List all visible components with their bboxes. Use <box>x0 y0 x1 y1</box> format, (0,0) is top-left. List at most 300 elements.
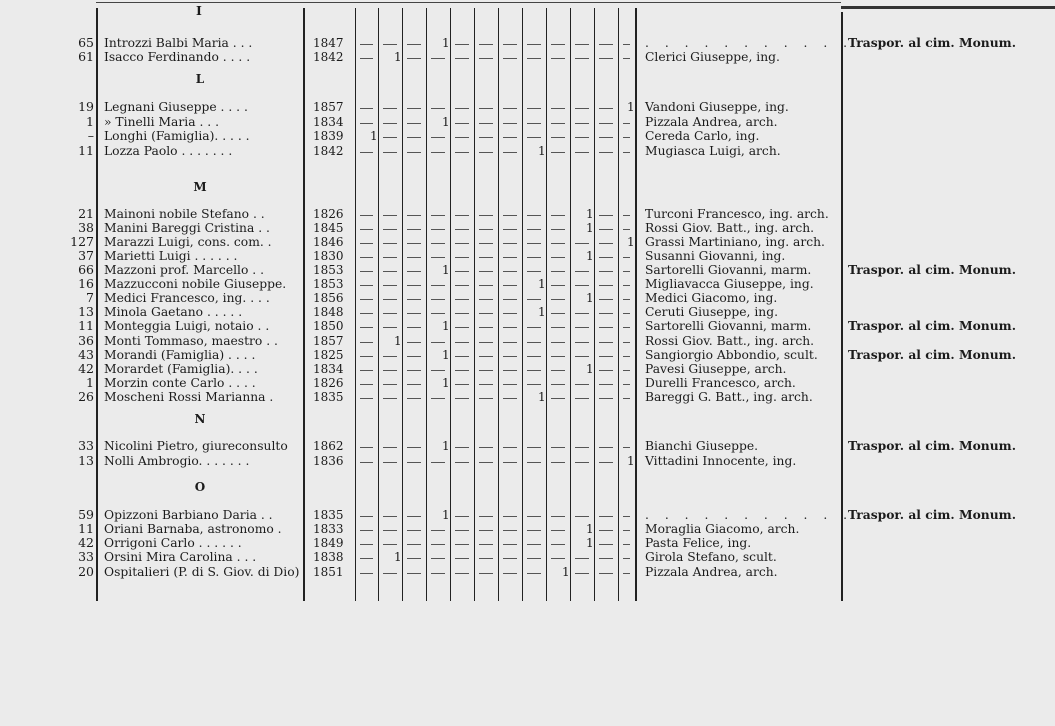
blank-dash <box>623 342 630 343</box>
tally-mark: 1 <box>442 508 450 522</box>
blank-dash <box>360 544 373 545</box>
blank-dash <box>599 573 613 574</box>
burial-year: 1851 <box>313 565 344 579</box>
blank-dash <box>599 462 613 463</box>
blank-dash <box>407 370 421 371</box>
blank-dash <box>503 285 517 286</box>
deceased-name: Morzin conte Carlo . . . . <box>104 376 256 390</box>
deceased-name: Nicolini Pietro, giureconsulto <box>104 439 288 453</box>
blank-dash <box>599 384 613 385</box>
blank-dash <box>599 370 613 371</box>
blank-dash <box>575 342 589 343</box>
blank-dash <box>455 44 469 45</box>
blank-dash <box>407 243 421 244</box>
transfer-note: Traspor. al cim. Monum. <box>848 347 1016 362</box>
deceased-name: Morandi (Famiglia) . . . . <box>104 348 256 362</box>
blank-dash <box>455 108 469 109</box>
blank-dash <box>360 342 373 343</box>
entry-number: 37 <box>78 248 94 263</box>
tally-mark: 1 <box>538 390 546 404</box>
blank-dash <box>431 313 445 314</box>
blank-dash <box>503 313 517 314</box>
burial-year: 1835 <box>313 508 344 522</box>
blank-dash <box>383 299 397 300</box>
blank-dash <box>407 327 421 328</box>
column-rule <box>355 8 356 601</box>
monument-author: Bareggi G. Batt., ing. arch. <box>645 390 813 404</box>
blank-dash <box>623 271 630 272</box>
blank-dash <box>360 327 373 328</box>
blank-dash <box>599 313 613 314</box>
blank-dash <box>383 327 397 328</box>
burial-year: 1848 <box>313 305 344 319</box>
tally-mark: 1 <box>627 100 635 114</box>
monument-author: Ceruti Giuseppe, ing. <box>645 305 779 319</box>
blank-dash <box>479 137 493 138</box>
section-letter: L <box>195 72 205 86</box>
blank-dash <box>360 108 373 109</box>
blank-dash <box>503 58 517 59</box>
blank-dash <box>383 123 397 124</box>
blank-dash <box>431 342 445 343</box>
blank-dash <box>503 123 517 124</box>
blank-dash <box>407 44 421 45</box>
column-rule <box>594 8 595 601</box>
column-rule <box>450 8 451 601</box>
burial-year: 1826 <box>313 207 344 221</box>
blank-dash <box>479 243 493 244</box>
blank-dash <box>360 285 373 286</box>
burial-year: 1850 <box>313 319 344 333</box>
transfer-note: Traspor. al cim. Monum. <box>848 262 1016 277</box>
tally-mark: 1 <box>538 305 546 319</box>
blank-dash <box>575 108 589 109</box>
blank-dash <box>431 299 445 300</box>
blank-dash <box>575 313 589 314</box>
blank-dash <box>599 229 613 230</box>
blank-dash <box>479 313 493 314</box>
blank-dash <box>360 398 373 399</box>
monument-author: Sartorelli Giovanni, marm. <box>645 319 812 333</box>
blank-dash <box>431 152 445 153</box>
deceased-name: Marietti Luigi . . . . . . <box>104 249 238 263</box>
blank-dash <box>455 243 469 244</box>
blank-dash <box>551 530 565 531</box>
blank-dash <box>503 327 517 328</box>
blank-dash <box>575 137 589 138</box>
blank-dash <box>455 573 469 574</box>
blank-dash <box>599 299 613 300</box>
blank-dash <box>575 356 589 357</box>
deceased-name: Orsini Mira Carolina . . . <box>104 550 257 564</box>
tally-mark: 1 <box>586 207 594 221</box>
blank-dash <box>623 257 630 258</box>
top-rule-right <box>841 6 1055 9</box>
blank-dash <box>455 370 469 371</box>
monument-author: Cereda Carlo, ing. <box>645 129 760 143</box>
blank-dash <box>599 544 613 545</box>
blank-dash <box>383 257 397 258</box>
entry-number: 21 <box>78 206 94 221</box>
blank-dash <box>407 384 421 385</box>
blank-dash <box>383 516 397 517</box>
blank-dash <box>383 544 397 545</box>
blank-dash <box>623 516 630 517</box>
blank-dash <box>599 342 613 343</box>
blank-dash <box>551 229 565 230</box>
blank-dash <box>383 447 397 448</box>
blank-dash <box>599 516 613 517</box>
tally-mark: 1 <box>442 376 450 390</box>
blank-dash <box>479 356 493 357</box>
blank-dash <box>527 299 541 300</box>
blank-dash <box>431 257 445 258</box>
tally-mark: 1 <box>394 334 402 348</box>
blank-dash <box>383 530 397 531</box>
blank-dash <box>551 313 565 314</box>
blank-dash <box>503 384 517 385</box>
deceased-name: Opizzoni Barbiano Daria . . <box>104 508 273 522</box>
blank-dash <box>623 137 630 138</box>
burial-year: 1857 <box>313 334 344 348</box>
blank-dash <box>407 544 421 545</box>
blank-dash <box>383 573 397 574</box>
blank-dash <box>431 558 445 559</box>
blank-dash <box>575 152 589 153</box>
blank-dash <box>551 44 565 45</box>
blank-dash <box>407 152 421 153</box>
blank-dash <box>599 152 613 153</box>
tally-mark: 1 <box>394 550 402 564</box>
blank-dash <box>623 313 630 314</box>
burial-year: 1830 <box>313 249 344 263</box>
blank-dash <box>455 285 469 286</box>
burial-year: 1842 <box>313 144 344 158</box>
blank-dash <box>599 356 613 357</box>
entry-number: 13 <box>78 304 94 319</box>
blank-dash <box>599 327 613 328</box>
blank-dash <box>431 398 445 399</box>
blank-dash <box>575 462 589 463</box>
deceased-name: Monti Tommaso, maestro . . <box>104 334 278 348</box>
blank-dash <box>503 558 517 559</box>
blank-dash <box>479 447 493 448</box>
entry-number: 127 <box>70 234 94 249</box>
blank-dash <box>383 229 397 230</box>
blank-dash <box>623 573 630 574</box>
blank-dash <box>503 108 517 109</box>
column-rule <box>96 8 98 601</box>
burial-year: 1835 <box>313 390 344 404</box>
blank-dash <box>455 152 469 153</box>
blank-dash <box>407 356 421 357</box>
tally-mark: 1 <box>586 536 594 550</box>
blank-dash <box>551 152 565 153</box>
monument-author: Sangiorgio Abbondio, scult. <box>645 348 818 362</box>
deceased-name: Longhi (Famiglia). . . . . <box>104 129 250 143</box>
blank-dash <box>360 573 373 574</box>
blank-dash <box>503 229 517 230</box>
blank-dash <box>360 516 373 517</box>
burial-year: 1853 <box>313 277 344 291</box>
blank-dash <box>623 447 630 448</box>
entry-number: 65 <box>78 35 94 50</box>
blank-dash <box>479 530 493 531</box>
blank-dash <box>623 229 630 230</box>
entry-number: 11 <box>78 143 94 158</box>
blank-dash <box>407 530 421 531</box>
monument-author: Pizzala Andrea, arch. <box>645 565 778 579</box>
blank-dash <box>455 356 469 357</box>
blank-dash <box>360 257 373 258</box>
blank-dash <box>360 299 373 300</box>
blank-dash <box>599 447 613 448</box>
blank-dash <box>360 370 373 371</box>
blank-dash <box>551 137 565 138</box>
deceased-name: Ospitalieri (P. di S. Giov. di Dio) <box>104 565 300 579</box>
burial-year: 1833 <box>313 522 344 536</box>
deceased-name: Oriani Barnaba, astronomo . <box>104 522 282 536</box>
blank-dash <box>455 215 469 216</box>
deceased-name: Isacco Ferdinando . . . . <box>104 50 251 64</box>
burial-year: 1836 <box>313 454 344 468</box>
tally-mark: 1 <box>586 291 594 305</box>
blank-dash <box>455 447 469 448</box>
blank-dash <box>431 58 445 59</box>
blank-dash <box>599 44 613 45</box>
blank-dash <box>431 573 445 574</box>
blank-dash <box>503 530 517 531</box>
blank-dash <box>503 215 517 216</box>
blank-dash <box>360 313 373 314</box>
blank-dash <box>479 229 493 230</box>
blank-dash <box>551 398 565 399</box>
blank-dash <box>623 356 630 357</box>
blank-dash <box>431 530 445 531</box>
monument-author: Sartorelli Giovanni, marm. <box>645 263 812 277</box>
blank-dash <box>479 370 493 371</box>
blank-dash <box>407 558 421 559</box>
blank-dash <box>455 299 469 300</box>
blank-dash <box>575 516 589 517</box>
blank-dash <box>623 384 630 385</box>
blank-dash <box>527 573 541 574</box>
blank-dash <box>407 516 421 517</box>
blank-dash <box>527 342 541 343</box>
blank-dash <box>527 370 541 371</box>
blank-dash <box>527 327 541 328</box>
burial-year: 1825 <box>313 348 344 362</box>
blank-dash <box>527 137 541 138</box>
blank-dash <box>599 558 613 559</box>
blank-dash <box>455 558 469 559</box>
entry-number: 1 <box>86 375 94 390</box>
blank-dash <box>360 462 373 463</box>
blank-dash <box>527 530 541 531</box>
burial-year: 1838 <box>313 550 344 564</box>
monument-author: Durelli Francesco, arch. <box>645 376 796 390</box>
blank-dash <box>527 123 541 124</box>
tally-mark: 1 <box>586 522 594 536</box>
blank-dash <box>383 215 397 216</box>
blank-dash <box>623 530 630 531</box>
burial-year: 1862 <box>313 439 344 453</box>
blank-dash <box>360 58 373 59</box>
blank-dash <box>599 215 613 216</box>
blank-dash <box>527 544 541 545</box>
monument-author: Bianchi Giuseppe. <box>645 439 759 453</box>
entry-number: 20 <box>78 564 94 579</box>
blank-dash <box>431 108 445 109</box>
blank-dash <box>431 243 445 244</box>
blank-dash <box>455 530 469 531</box>
blank-dash <box>407 299 421 300</box>
deceased-name: Legnani Giuseppe . . . . <box>104 100 248 114</box>
blank-dash <box>503 299 517 300</box>
monument-author: Susanni Giovanni, ing. <box>645 249 786 263</box>
blank-dash <box>575 558 589 559</box>
blank-dash <box>503 257 517 258</box>
burial-year: 1834 <box>313 115 344 129</box>
blank-dash <box>527 257 541 258</box>
blank-dash <box>455 398 469 399</box>
blank-dash <box>527 558 541 559</box>
blank-dash <box>623 58 630 59</box>
blank-dash <box>503 44 517 45</box>
tally-mark: 1 <box>627 454 635 468</box>
monument-author: Rossi Giov. Batt., ing. arch. <box>645 221 815 235</box>
blank-dash <box>527 108 541 109</box>
blank-dash <box>623 152 630 153</box>
blank-dash <box>479 384 493 385</box>
blank-dash <box>407 342 421 343</box>
monument-author: Medici Giacomo, ing. <box>645 291 778 305</box>
entry-number: 66 <box>78 262 94 277</box>
column-rule <box>522 8 523 601</box>
blank-dash <box>431 370 445 371</box>
blank-dash <box>623 123 630 124</box>
blank-dash <box>360 243 373 244</box>
blank-dash <box>527 58 541 59</box>
blank-dash <box>360 447 373 448</box>
monument-author: Vittadini Innocente, ing. <box>645 454 797 468</box>
monument-author: Girola Stefano, scult. <box>645 550 777 564</box>
tally-mark: 1 <box>586 362 594 376</box>
blank-dash <box>623 398 630 399</box>
column-rule <box>303 8 305 601</box>
tally-mark: 1 <box>562 565 570 579</box>
blank-dash <box>407 313 421 314</box>
blank-dash <box>431 215 445 216</box>
blank-dash <box>551 257 565 258</box>
entry-number: 7 <box>86 290 94 305</box>
blank-dash <box>599 137 613 138</box>
blank-dash <box>479 299 493 300</box>
entry-number: 19 <box>78 99 94 114</box>
blank-dash <box>503 462 517 463</box>
blank-dash <box>479 108 493 109</box>
blank-dash <box>575 573 589 574</box>
blank-dash <box>455 229 469 230</box>
entry-number: 59 <box>78 507 94 522</box>
blank-dash <box>479 215 493 216</box>
blank-dash <box>551 384 565 385</box>
entry-number: 33 <box>78 438 94 453</box>
monument-author: . . . . . . . . . . . . <box>645 36 873 50</box>
entry-number: 11 <box>78 318 94 333</box>
blank-dash <box>503 573 517 574</box>
blank-dash <box>503 516 517 517</box>
blank-dash <box>551 544 565 545</box>
blank-dash <box>527 447 541 448</box>
blank-dash <box>527 356 541 357</box>
blank-dash <box>479 257 493 258</box>
burial-year: 1834 <box>313 362 344 376</box>
blank-dash <box>575 398 589 399</box>
blank-dash <box>599 271 613 272</box>
blank-dash <box>479 544 493 545</box>
deceased-name: Mazzoni prof. Marcello . . <box>104 263 264 277</box>
section-letter: N <box>194 412 206 426</box>
blank-dash <box>360 356 373 357</box>
blank-dash <box>503 243 517 244</box>
deceased-name: Orrigoni Carlo . . . . . . <box>104 536 242 550</box>
blank-dash <box>383 243 397 244</box>
blank-dash <box>455 271 469 272</box>
blank-dash <box>383 137 397 138</box>
column-rule <box>378 8 379 601</box>
blank-dash <box>551 243 565 244</box>
tally-mark: 1 <box>627 235 635 249</box>
blank-dash <box>455 327 469 328</box>
blank-dash <box>503 447 517 448</box>
blank-dash <box>479 44 493 45</box>
blank-dash <box>551 271 565 272</box>
blank-dash <box>527 462 541 463</box>
burial-year: 1846 <box>313 235 344 249</box>
transfer-note: Traspor. al cim. Monum. <box>848 318 1016 333</box>
blank-dash <box>599 58 613 59</box>
column-rule <box>635 8 637 601</box>
blank-dash <box>383 462 397 463</box>
entry-number: – <box>87 128 94 143</box>
blank-dash <box>527 516 541 517</box>
monument-author: . . . . . . . . . . . . <box>645 508 873 522</box>
blank-dash <box>479 573 493 574</box>
monument-author: Moraglia Giacomo, arch. <box>645 522 800 536</box>
blank-dash <box>383 271 397 272</box>
blank-dash <box>383 44 397 45</box>
blank-dash <box>599 285 613 286</box>
entry-number: 43 <box>78 347 94 362</box>
blank-dash <box>431 137 445 138</box>
burial-year: 1845 <box>313 221 344 235</box>
blank-dash <box>479 123 493 124</box>
blank-dash <box>479 462 493 463</box>
monument-author: Vandoni Giuseppe, ing. <box>645 100 789 114</box>
blank-dash <box>455 123 469 124</box>
blank-dash <box>599 243 613 244</box>
blank-dash <box>407 271 421 272</box>
blank-dash <box>360 384 373 385</box>
entry-number: 13 <box>78 453 94 468</box>
blank-dash <box>360 152 373 153</box>
blank-dash <box>407 462 421 463</box>
blank-dash <box>623 544 630 545</box>
entry-number: 16 <box>78 276 94 291</box>
blank-dash <box>551 108 565 109</box>
blank-dash <box>431 544 445 545</box>
